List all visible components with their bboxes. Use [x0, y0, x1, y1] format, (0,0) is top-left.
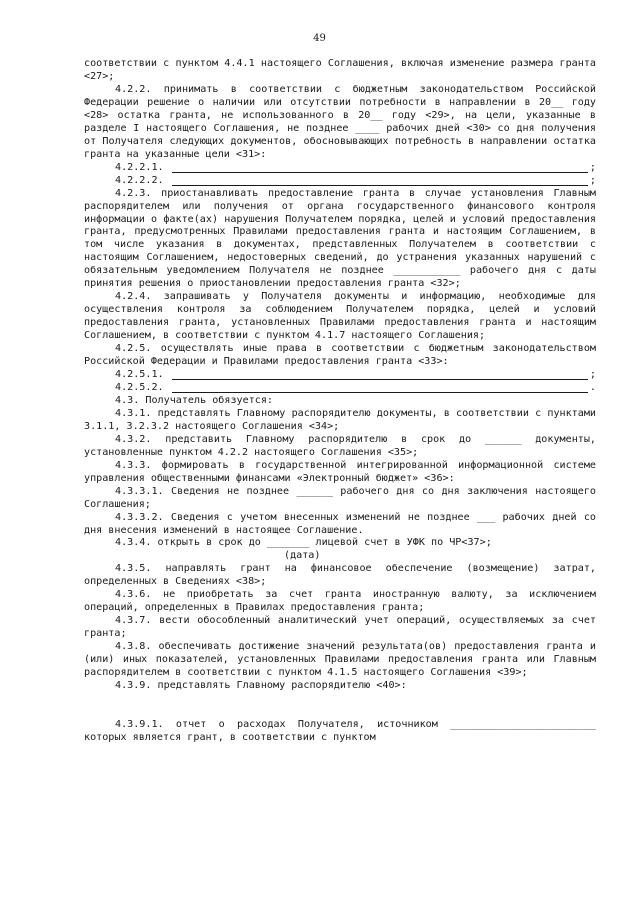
paragraph-4-3: 4.3. Получатель обязуется:: [115, 394, 274, 406]
fill-line-4-2-5-1: [84, 369, 596, 382]
paragraph-4-3-4: 4.3.4. открыть в срок до _______ лицевой счет в УФК по ЧР<37>;: [115, 537, 492, 549]
blank-line: [172, 369, 588, 380]
paragraph-continuation: соответствии с пунктом 4.4.1 настоящего Соглашения, включая изменение размера гранта <27>;: [84, 58, 596, 82]
document-body: [84, 58, 596, 745]
paragraph-4-3-3-1: 4.3.3.1. Сведения не позднее ______ рабочего дня со дня заключения настоящего Соглашения;: [84, 485, 596, 510]
item-number: 4.2.5.1.: [115, 369, 170, 381]
blank-line: [172, 382, 588, 393]
paragraph-4-2-5: 4.2.5. осуществлять иные права в соответствии с бюджетным законодательством Российской Федерации и Правилами предоставления гранта <33>:: [84, 343, 596, 368]
page-number: 49: [313, 33, 326, 44]
paragraph-4-3-5: 4.3.5. направлять грант на финансовое обеспечение (возмещение) затрат, определенных в Сведениях <38>;: [84, 563, 596, 588]
blank-line: [172, 162, 588, 173]
blank-line: [172, 175, 588, 186]
date-caption: (дата): [284, 550, 321, 562]
paragraph-4-3-1: 4.3.1. представлять Главному распорядителю документы, в соответствии с пунктами 3.1.1, 3.2.3.2 настоящего Соглашения <34>;: [84, 407, 596, 432]
item-number: 4.2.2.1.: [115, 161, 170, 173]
paragraph-4-3-9-1: 4.3.9.1. отчет о расходах Получателя, источником ________________________ которых является грант, в соответствии с пунктом: [84, 718, 596, 743]
item-number: 4.2.5.2.: [115, 382, 170, 394]
item-end: ;: [589, 369, 596, 381]
paragraph-4-3-2: 4.3.2. представить Главному распорядителю в срок до ______ документы, установленные пунктом 4.2.2 настоящего Соглашения <35>;: [84, 433, 596, 458]
paragraph-4-2-3: 4.2.3. приостанавливать предоставление гранта в случае установления Главным распорядителем или получения от органа государственного финансового контроля информации о факте(ах) нарушения Получателем порядка, целей и условий предоставления гранта, предусмотренных Правилами предоставления гранта и настоящим Соглашением, в том числе указания в документах, представленных Получателем в соответствии с настоящим Соглашением, недостоверных сведений, до устранения указанных нарушений с обязательным уведомлением Получателя не позднее ___________ рабочего дня с даты принятия решения о приостановлении предоставления гранта <32>;: [84, 187, 596, 290]
spacer: [84, 693, 596, 719]
paragraph-4-2-2: 4.2.2. принимать в соответствии с бюджетным законодательством Российской Федерации решение о наличии или отсутствии потребности в направлении в 20__ году <28> остатка гранта, не использованного в 20__ году <29>, на цели, указанные в разделе I настоящего Соглашения, не позднее ____ рабочих дней <30> со дня получения от Получателя следующих документов, обосновывающих потребность в направлении остатка гранта на указанные цели <31>:: [84, 83, 596, 160]
paragraph-4-3-3-2: 4.3.3.2. Сведения с учетом внесенных изменений не позднее ___ рабочих дней со дня внесения изменений в настоящее Соглашение.: [84, 511, 596, 536]
paragraph-4-3-6: 4.3.6. не приобретать за счет гранта иностранную валюту, за исключением операций, определенных в Правилах предоставления гранта;: [84, 589, 596, 614]
paragraph-4-3-3: 4.3.3. формировать в государственной интегрированной информационной системе управления общественными финансами «Электронный бюджет» <36>:: [84, 459, 596, 484]
item-number: 4.2.2.2.: [115, 174, 170, 186]
paragraph-4-2-4: 4.2.4. запрашивать у Получателя документы и информацию, необходимые для осуществления контроля за соблюдением Получателем порядка, целей и условий предоставления гранта, установленных Правилами предоставления гранта и настоящим Соглашением, в соответствии с пунктом 4.1.7 настоящего Соглашения;: [84, 291, 596, 342]
paragraph-4-3-9: 4.3.9. представлять Главному распорядителю <40>:: [115, 679, 407, 691]
fill-line-4-2-5-2: [84, 382, 596, 395]
item-end: ;: [589, 161, 596, 173]
paragraph-4-3-7: 4.3.7. вести обособленный аналитический учет операций, осуществляемых за счет гранта;: [84, 615, 596, 640]
item-end: .: [589, 382, 596, 394]
fill-line-4-2-2-1: [84, 162, 596, 175]
fill-line-4-2-2-2: [84, 175, 596, 188]
item-end: ;: [589, 174, 596, 186]
paragraph-4-3-8: 4.3.8. обеспечивать достижение значений результата(ов) предоставления гранта и (или) иных показателей, установленных Правилами предоставления гранта или Главным распорядителем в соответствии с пунктом 4.1.5 настоящего Соглашения <39>;: [84, 641, 596, 678]
